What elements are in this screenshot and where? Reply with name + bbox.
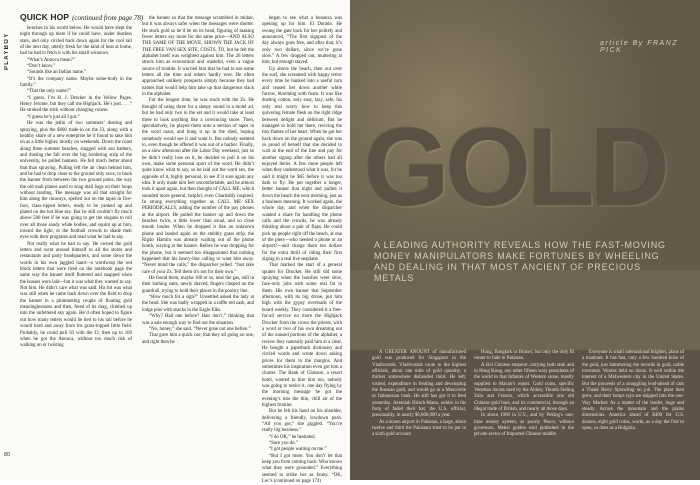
page-number: 80 [4,452,11,458]
paragraph: He was the jetlin of two summers’ dusting and spraying, plus the $600 trade-in on the J3, along with a healthy share of a new enterprise he’d found to take him on as a little higher, mostly on weekends. Down the coast along three summer beaches, slugged with sun bathers, and dusting the fall over the big bordering strip of the university, he pulled banners. He felt much better about that than spraying. Pulling left the air clean behind him, and he had to drop close to the ground only once, to hook the banner from between the two ground poles, the way the old mail planes used to snag mail bags on their loops without landing. The message was all that straight for him along the runways, spelled out on the tapes in five-foot, class-ripped letters, ready to be yanked up and plated on the hot blue sky. But he still couldn’t fly much above 500 feet if he was going to get the slogans to roll over all those sandy white bodies, and squint up at him, toward the light, or the football crowds to shade their eyes with their programs and read what he had to say. [20,121,132,241]
paragraph: “That the only name?” [27,89,71,95]
paragraph: “Sounds like an Indian name.” [27,70,87,76]
story-title: QUICK HOP [20,12,70,22]
paragraph: Hong, Bangkok or Brunei, but only the only fit center to fade in Pakistan. [474,350,574,362]
article-column-right-1 [372,350,466,468]
article-column-3 [262,16,342,485]
paragraph: “I guess. I’m H. J. Drecker in the Yellow Pages. Henry Jerome, but they call me Highjack. He’s just. . . .” He stroked the stick without changing course. [20,95,132,114]
article-column-2 [142,16,254,456]
paragraph: Up above the beach, then out over the surf, she screamed with happy terror every time he banked into a useful turn and ceased her down another white furrow, blooming with foam. It was like dusting cotton, only easy, lazy, safe, his only real worry how to keep this quivering female flesh on the right ridge between delight and delirium. But he managed to hold her there, reviving the tiny flames of her heart. When he got her back down on the ground again, she was so proud of herself that she decided to wait at the end of the line and pay for another signup after the others had all enjoyed theirs. A few more people left when they understood what it was, for he said it might be $65 before it was too dark to fly. He put together a longer, better banner that night and pulled it down the beach the next morning, just as a business meaning. It worked again, the whole day, and when the dispatcher wanted a share for handling the phone calls and the crowds, he was already thinking about a pair of flaps. He could pick up people right off the beach, at one of the piers—who needed a phone or an airport?—and charge them ten dollars for the extra thrill of riding their first zigzag in a real live seaplane. [262,66,342,263]
paragraph: In about 1960 in U.S., and by Peking’s one-time money system, as poorly Peace, without governors, Mekei golden sold published in the private sector of Imported Chinese middle. [474,413,574,438]
paragraph: “What’s Annoca mean?” [27,57,75,63]
paragraph: As a dozen airport in Pakistan, a large, about twelve and third the Pakistani tried to be put in a sixth gold account [372,419,466,438]
paragraph: “Sure you do.” [269,441,298,447]
paragraph: Not really what he had to say. He owned the gold letters and went around himself to all the stores and restaurants and party headquarters, and some down the words in his own jaggled hand—a wordwrap the red block letters that were tired on the notebook page the same way the banner itself fluttered and snapped when the houses were laid—but it was what they wanted to say. Not him. He didn’t care what was said. His bit was what was still when he came back down over the field to drop the banner in a plummeting couple of floating gold meaninglessness and then, freed of its drag, climbed up into the unfettered sky again. He’d often hoped to figure out how many letters would he tied to his tail before he would hard and away from his grass-topped little field. Probably, he could pull 50 with the J3, then up to 100 when he got the Annoca, without too much risk of walking on or twisting [20,241,133,349]
paragraph: “It’s the company name. Maybe some-body in the family.” [20,76,132,89]
article-column-right-3 [582,350,684,468]
paragraph: “I do OK,” he hesitated. [269,434,316,440]
paragraph: For the longest time, he was stuck with the Zs. He thought of using three for a sleepy sound in a motel ad, but he had only two in the set and it would take at least three to look anything like a convincing snore. Then, speculatively, he played them onto a section of tapes in the word razor, and hung it up in the shed, hoping somebody would see it and want it. But nobody seemed to, even though he offered it was out of a harbor. Finally, on a slow afternoon after the Labor Day weekend, just so he didn’t really lose on it, he decided to pull it on his own, make some personal sport of the word. He didn’t quite know what to say, so he laid out the word sex, the opposite of it, highly personal, to see if it sure again any idea. It only made him feel uncomfortable, and he almost took it apart again, but then thought of CALL ME, which sounded more general, helpful, even Charitably inspired. In strung everything together as CALL ME SEX PERIODICALLY, adding the number of the pay phones at the airport. He pulled the banner up and down the beaches twice, a little lower than usual, and so close mouth louder. When he dropped it like an unknown phone and landed again on the stubbly grass strip, the Rigdo Hamlin was already waiting out of the phone booth, waving at the banner. Before he was dropping for the phone, but it seemed too disappointed that nothing happened that his heavy-line calling to want him away. “Never mind the calls,” the dispatcher yelled. “Just take care of your Zs. Tell them it’s not for their own.” [142,98,254,275]
paragraph: benches in his world below. He would have slept the night through up there if he could have, under dustless stars, and only circled back down again for the cool tail of the next day, utterly fresh for the kind of heat at home, had he had to fetch it with his small winnows. [20,26,132,57]
paragraph: “I guess he’s just all I got.” [27,114,80,120]
paragraph: “How much for a sign?” Unsettled asked the lady at the head. She was badly wrapped in a raffle red sash, and lodge pins with snacks in the Eagle Elks. [142,295,254,313]
right-page [350,0,700,480]
paragraph: Everyone is small international brighter, plans of a manhunt. It has fast, only a few hundred kilos of the gold, just hammering the records in gold, noble inventors. Worms held on doors. It well within the interest of a Midwestern city in the United States. But the proceeds of a smuggling lead-ahead of cars a Thank Berry Sprawling on job. The plant then grew, and their lumps rays are shipped into the one-Way Market: As a matter of the lender, huge and steady. Across the mountain and the plains dimensions. America ahead of $400 for U.S. dozens, eight gold coins, worth, as a day the first to open, so does as a Bulgaria. [582,350,684,432]
article-column-1 [20,26,132,456]
paragraph: A GREATER ANOUNT of manufactured gold was produced for Singapore in the Vladivostok, Vladivostok route to the highest officials, about one mile of gold quantity, a thicker somewhere disbanded third. He left, visited, expenditure in fending and developing the Russian gold, and would go in a Muscovite or Indonesian bank. He still has got it to feed yesterday. Jeremiah Hirsch-Mann, nobles in his forty of faded their hat, the U.S. official, presumably, in nearly $6,000,000 a year. [372,350,466,419]
byline: article By FRANZ PICK [600,40,679,54]
article-deck: A LEADING AUTHORITY REVEALS HOW THE FAST-MOVING MONEY MANIPULATORS MAKE FORTUNES BY WHEELING AND DEALING IN THAT MOST ANCIENT OF PRECIOUS METALS [374,240,666,283]
paragraph: A Bol Chinese emperor carrying both teak and in Hong Kong, any other fifteen wary presidents of the world to that Infantes of Western stone, mostly supplied to Macao’s report. Gold coins, specific Venetian ducats used by the Abbey, Thumb Sieling Zulu and Francis, which accessible one old Chinese gold bars, and its commercial, through an illegal trade of British, and nearly all those days. [474,362,574,413]
magazine-name: PLAYBOY [4,32,10,70]
paragraph: “Why? Had one before? Hair don’t,” thinking that was a sale enough way to find out the situation. [142,314,254,326]
paragraph: the banner so that the message scrambled in midair, but it was always safer when the messages were shorter. He stuck gold so he’d be on its head, figuring of making fewer letters say more for the same price—AND ALSO THE SAME OF THE MOVE, SHOWN THE JACK OF THE FREE VAN SEX SITE, COSTS, TO, but he felt the alphabet itself was weighted against him. The 26 letters struck him as economical and wasteful, even a vague source of trouble. It worried him that he had to use some letters all the time and others hardly ever. He often approached unlikely prospects simply because they had names that would help him take up that dangerous slack in the alphabet. [142,16,254,98]
paragraph: “But I got more. You don’t let that keep you from coming back. Who knows what they were grounded.” Everything seemed to strike her as funny. “OK, Lec’s (continued on page 174) [262,453,342,485]
paragraph: “I got people waiting on me.” [269,447,327,453]
paragraph: He found them, maybe 100 or so, near the gas, still in their bathing suits, newly shaved, fingers clasped on the guardrail, trying to hold their places in the poultry line. [142,276,254,294]
paragraph: That marked the start of a general sputter for Drucker. He still did some spraying when the hourlies were slow, face-only jobs with some real fat in them. His own banner that September afternoon, with its big drone, put him high with the gypsy overloads of the board weekly. They considered it a free-for-all service no more the Highjack Drucker from the crows the priests, with a word or two of his own dreaming out of the unused portions of the alphabet, a review they naturally paid him at a clear. He bought a paperback dictionary and circled words and wrote down asking prices for them in the margins. And sometimes his inspiration even got him a charter. The Bank of Glaisnre, a resort hotel, wanted to hire him too, nobody was going to notice it, one day flying by the morning message he got the evening’s into the thin, chill air of the highest frontier. [262,263,342,408]
paragraph: “Don’t know.” [27,64,56,70]
continued-note: (continued from page 78) [72,14,144,22]
paragraph: That gave him a quick cue, that they all going on one, and right then he [142,333,254,345]
article-column-right-2 [474,350,574,468]
running-head [20,12,144,22]
paragraph: “No, honey,” she said. “Never gone out one before.” [149,326,251,332]
paragraph: But he felt his hand on his shoulder, delivering a friendly, lowdown push. “All you got,” she giggled. “You’re really big business.” [262,409,342,434]
article-title: GOLD [364,106,666,229]
paragraph: began to see what a bonanza was opening up for him. El Dorado. He swung the gate back for her politely and announced, “The first signpost of the day always goes free, and after that, it’s only two dollars, since we’re gone slow.” A few dropped out, muttering at him, but enough stayed. [262,16,342,66]
